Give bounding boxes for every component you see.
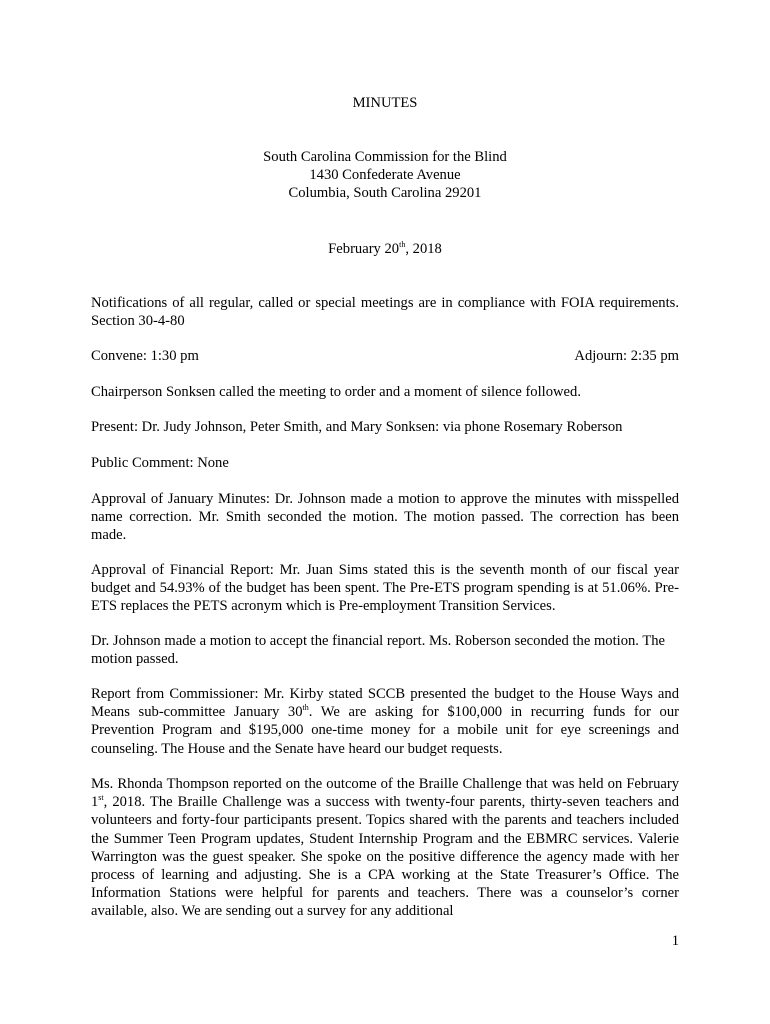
adjourn-time: Adjourn: 2:35 pm: [574, 348, 679, 364]
public-comment: Public Comment: None: [91, 455, 229, 471]
document-title: MINUTES: [352, 95, 418, 111]
financial-report: Approval of Financial Report: Mr. Juan Sims stated this is the seventh month of our fiscal year budget and 54.93% of the budget has been spent. The Pre-ETS program spending is at 51.06%. Pre-ETS replaces the PETS acronym which is Pre-employment Transition Services.: [91, 562, 679, 615]
foia-notification: Notifications of all regular, called or special meetings are in compliance with FOIA requirements. Section 30-4-80: [91, 295, 679, 330]
approval-minutes: Approval of January Minutes: Dr. Johnson made a motion to approve the minutes with misspelled name correction. Mr. Smith seconded the motion. The motion passed. The correction has been made.: [91, 491, 679, 544]
meeting-times: [91, 347, 679, 365]
braille-challenge-report: Ms. Rhonda Thompson reported on the outcome of the Braille Challenge that was held on February 1st, 2018. The Braille Challenge was a success with twenty-four parents, thirty-seven teachers and volunteers and forty-four participants present. Topics shared with the parents and teachers included the Summer Teen Program updates, Student Internship Program and the EBMRC services. Valerie Warrington was the guest speaker. She spoke on the positive difference the agency made with her process of learning and adjusting. She is a CPA working at the State Treasurer’s Office. The Information Stations were helpful for parents and teachers. There was a counselor’s corner available, also. We are sending out a survey for any additional: [91, 776, 679, 920]
financial-motion: Dr. Johnson made a motion to accept the financial report. Ms. Roberson seconded the motion. The motion passed.: [91, 633, 666, 668]
call-to-order: Chairperson Sonksen called the meeting to order and a moment of silence followed.: [91, 384, 581, 400]
org-name: South Carolina Commission for the Blind: [263, 149, 507, 165]
org-city: Columbia, South Carolina 29201: [288, 185, 482, 201]
meeting-date: February 20th, 2018: [328, 240, 442, 257]
commissioner-report: Report from Commissioner: Mr. Kirby stated SCCB presented the budget to the House Ways and Means sub-committee January 30th. We are asking for $100,000 in recurring funds for our Prevention Program and $195,000 one-time money for a mobile unit for eye screenings and counseling. The House and the Senate have heard our budget requests.: [91, 686, 679, 757]
present-members: Present: Dr. Judy Johnson, Peter Smith, and Mary Sonksen: via phone Rosemary Roberson: [91, 419, 623, 435]
org-street: 1430 Confederate Avenue: [309, 167, 461, 183]
convene-time: Convene: 1:30 pm: [91, 348, 199, 364]
page-number: 1: [671, 933, 679, 949]
